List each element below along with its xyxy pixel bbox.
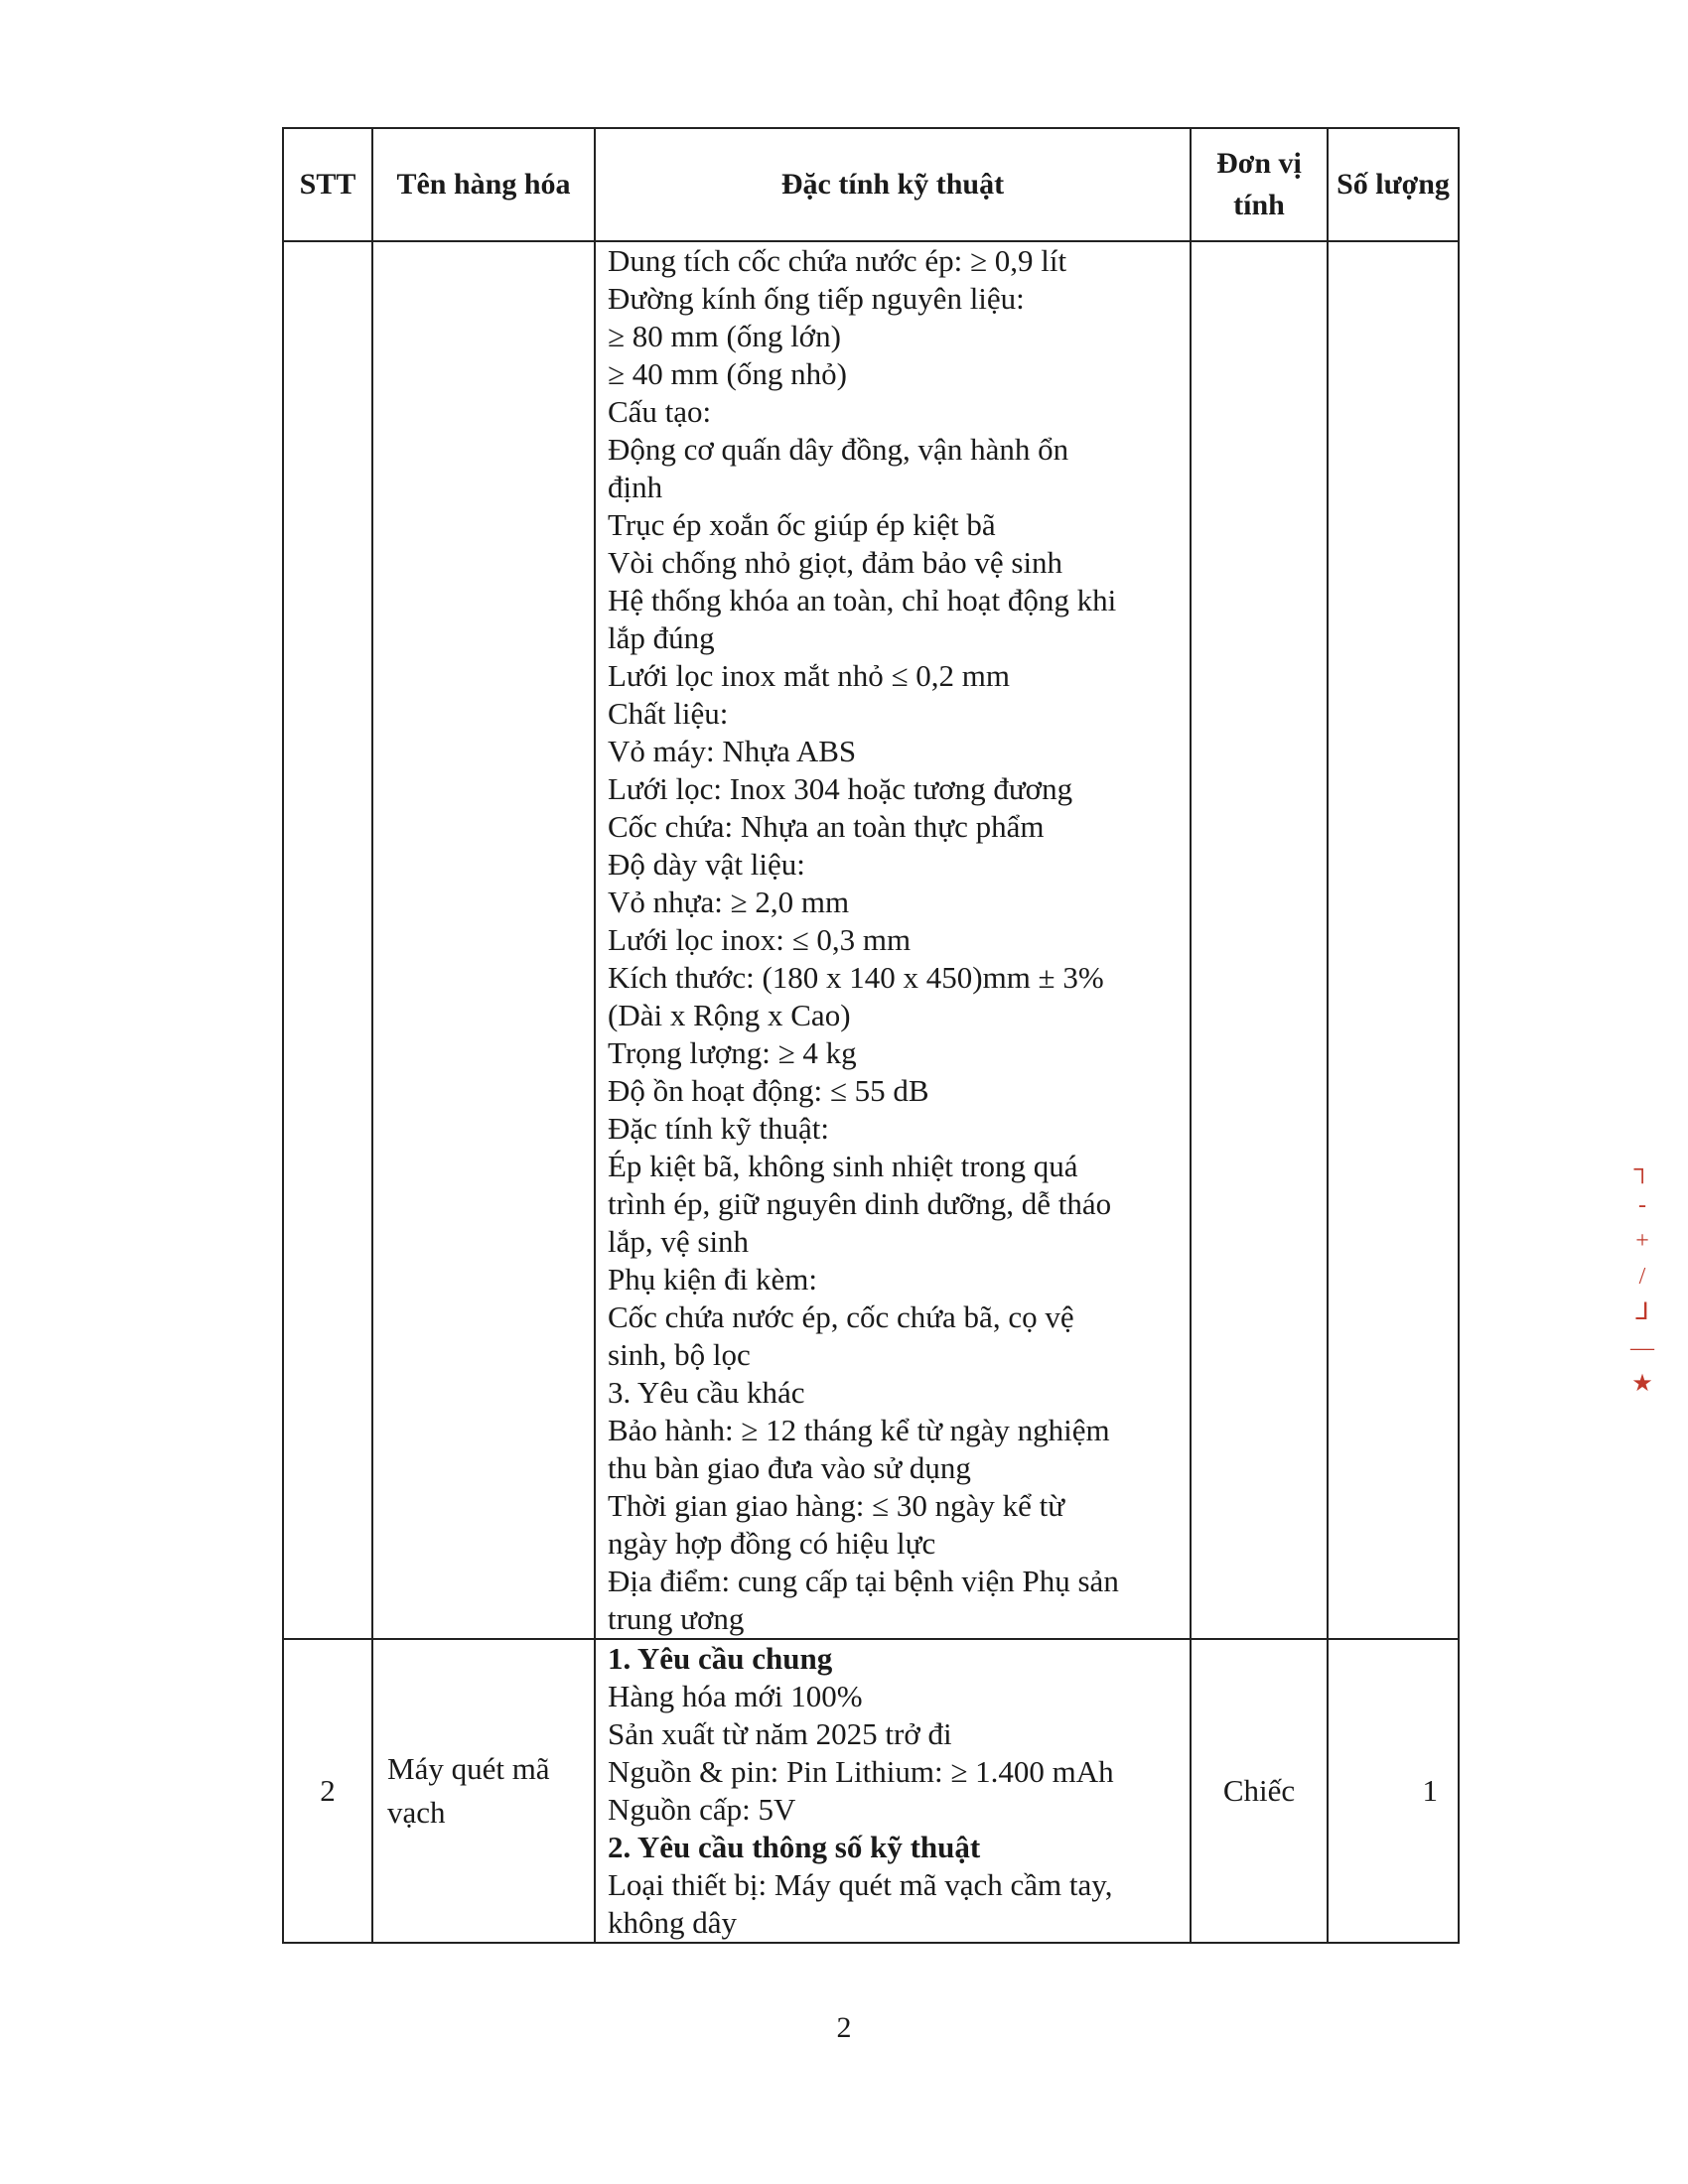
- spec-line: Chất liệu:: [608, 696, 729, 731]
- spec-line: Kích thước: (180 x 140 x 450)mm ± 3%: [608, 960, 1104, 995]
- spec-line: ngày hợp đồng có hiệu lực: [608, 1526, 936, 1561]
- row2-unit-cell: Chiếc: [1191, 1639, 1328, 1943]
- header-item-name: Tên hàng hóa: [372, 128, 595, 241]
- spec-line: Độ ồn hoạt động: ≤ 55 dB: [608, 1073, 929, 1108]
- spec-line: Trọng lượng: ≥ 4 kg: [608, 1035, 857, 1070]
- spec-line: Vòi chống nhỏ giọt, đảm bảo vệ sinh: [608, 545, 1063, 580]
- spec-line: không dây: [608, 1905, 738, 1940]
- row1-spec-cell: [595, 241, 1191, 1639]
- spec-line: Địa điểm: cung cấp tại bệnh viện Phụ sản: [608, 1564, 1119, 1598]
- page-number: 2: [836, 2011, 852, 2044]
- spec-heading: 2. Yêu cầu thông số kỹ thuật: [608, 1830, 981, 1864]
- spec-line: Cốc chứa: Nhựa an toàn thực phẩm: [608, 809, 1045, 844]
- table-row: [283, 1639, 1459, 1943]
- spec-line: Vỏ nhựa: ≥ 2,0 mm: [608, 885, 850, 919]
- row2-qty-cell: 1: [1328, 1639, 1459, 1943]
- spec-line: Ép kiệt bã, không sinh nhiệt trong quá: [608, 1149, 1078, 1183]
- row2-spec-lines-general: [608, 1678, 1180, 1829]
- row1-qty-cell: [1328, 241, 1459, 1639]
- row1-unit-cell: [1191, 241, 1328, 1639]
- spec-line: lắp đúng: [608, 620, 715, 655]
- header-quantity: Số lượng: [1328, 128, 1459, 241]
- spec-line: Phụ kiện đi kèm:: [608, 1262, 817, 1297]
- row2-name-cell: Máy quét mã vạch: [372, 1639, 595, 1943]
- spec-line: Lưới lọc inox: ≤ 0,3 mm: [608, 922, 912, 957]
- spec-line: Đặc tính kỹ thuật:: [608, 1111, 829, 1146]
- spec-line: Thời gian giao hàng: ≤ 30 ngày kể từ: [608, 1488, 1065, 1523]
- spec-line: lắp, vệ sinh: [608, 1224, 750, 1259]
- row2-spec-cell: [595, 1639, 1191, 1943]
- spec-line: Động cơ quấn dây đồng, vận hành ổn: [608, 432, 1069, 467]
- spec-line: Hệ thống khóa an toàn, chỉ hoạt động khi: [608, 583, 1117, 617]
- spec-line: 3. Yêu cầu khác: [608, 1375, 805, 1410]
- header-specification: Đặc tính kỹ thuật: [595, 128, 1191, 241]
- spec-line: trung ương: [608, 1601, 745, 1636]
- row1-spec-lines: [608, 242, 1180, 1638]
- spec-line: sinh, bộ lọc: [608, 1337, 751, 1372]
- row2-spec-lines-technical: [608, 1866, 1180, 1942]
- spec-line: Lưới lọc: Inox 304 hoặc tương đương: [608, 771, 1073, 806]
- spec-line: Lưới lọc inox mắt nhỏ ≤ 0,2 mm: [608, 658, 1010, 693]
- spec-line: định: [608, 470, 663, 504]
- spec-line: Trục ép xoắn ốc giúp ép kiệt bã: [608, 507, 996, 542]
- specification-table: [282, 127, 1460, 1944]
- row1-stt-cell: [283, 241, 372, 1639]
- spec-line: Sản xuất từ năm 2025 trở đi: [608, 1716, 952, 1751]
- spec-line: Loại thiết bị: Máy quét mã vạch cầm tay,: [608, 1867, 1113, 1902]
- spec-line: Cấu tạo:: [608, 394, 712, 429]
- spec-line: Hàng hóa mới 100%: [608, 1679, 863, 1713]
- spec-line: Nguồn & pin: Pin Lithium: ≥ 1.400 mAh: [608, 1754, 1114, 1789]
- spec-heading: 1. Yêu cầu chung: [608, 1641, 833, 1676]
- spec-line: ≥ 80 mm (ống lớn): [608, 319, 841, 353]
- header-unit: Đơn vị tính: [1191, 128, 1328, 241]
- row1-name-cell: [372, 241, 595, 1639]
- red-stamp-mark: ┐ - + / ⅃ — ★: [1630, 1157, 1654, 1397]
- spec-line: Nguồn cấp: 5V: [608, 1792, 796, 1827]
- header-stt: STT: [283, 128, 372, 241]
- spec-line: Vỏ máy: Nhựa ABS: [608, 734, 857, 768]
- spec-line: ≥ 40 mm (ống nhỏ): [608, 356, 847, 391]
- table-header-row: [283, 128, 1459, 241]
- table-row: [283, 241, 1459, 1639]
- row2-stt-cell: 2: [283, 1639, 372, 1943]
- spec-line: trình ép, giữ nguyên dinh dưỡng, dễ tháo: [608, 1186, 1112, 1221]
- spec-line: Dung tích cốc chứa nước ép: ≥ 0,9 lít: [608, 243, 1067, 278]
- spec-line: Bảo hành: ≥ 12 tháng kể từ ngày nghiệm: [608, 1413, 1110, 1447]
- spec-line: thu bàn giao đưa vào sử dụng: [608, 1450, 971, 1485]
- spec-line: Đường kính ống tiếp nguyên liệu:: [608, 281, 1025, 316]
- spec-line: Cốc chứa nước ép, cốc chứa bã, cọ vệ: [608, 1299, 1074, 1334]
- spec-line: Độ dày vật liệu:: [608, 847, 805, 882]
- spec-line: (Dài x Rộng x Cao): [608, 998, 851, 1032]
